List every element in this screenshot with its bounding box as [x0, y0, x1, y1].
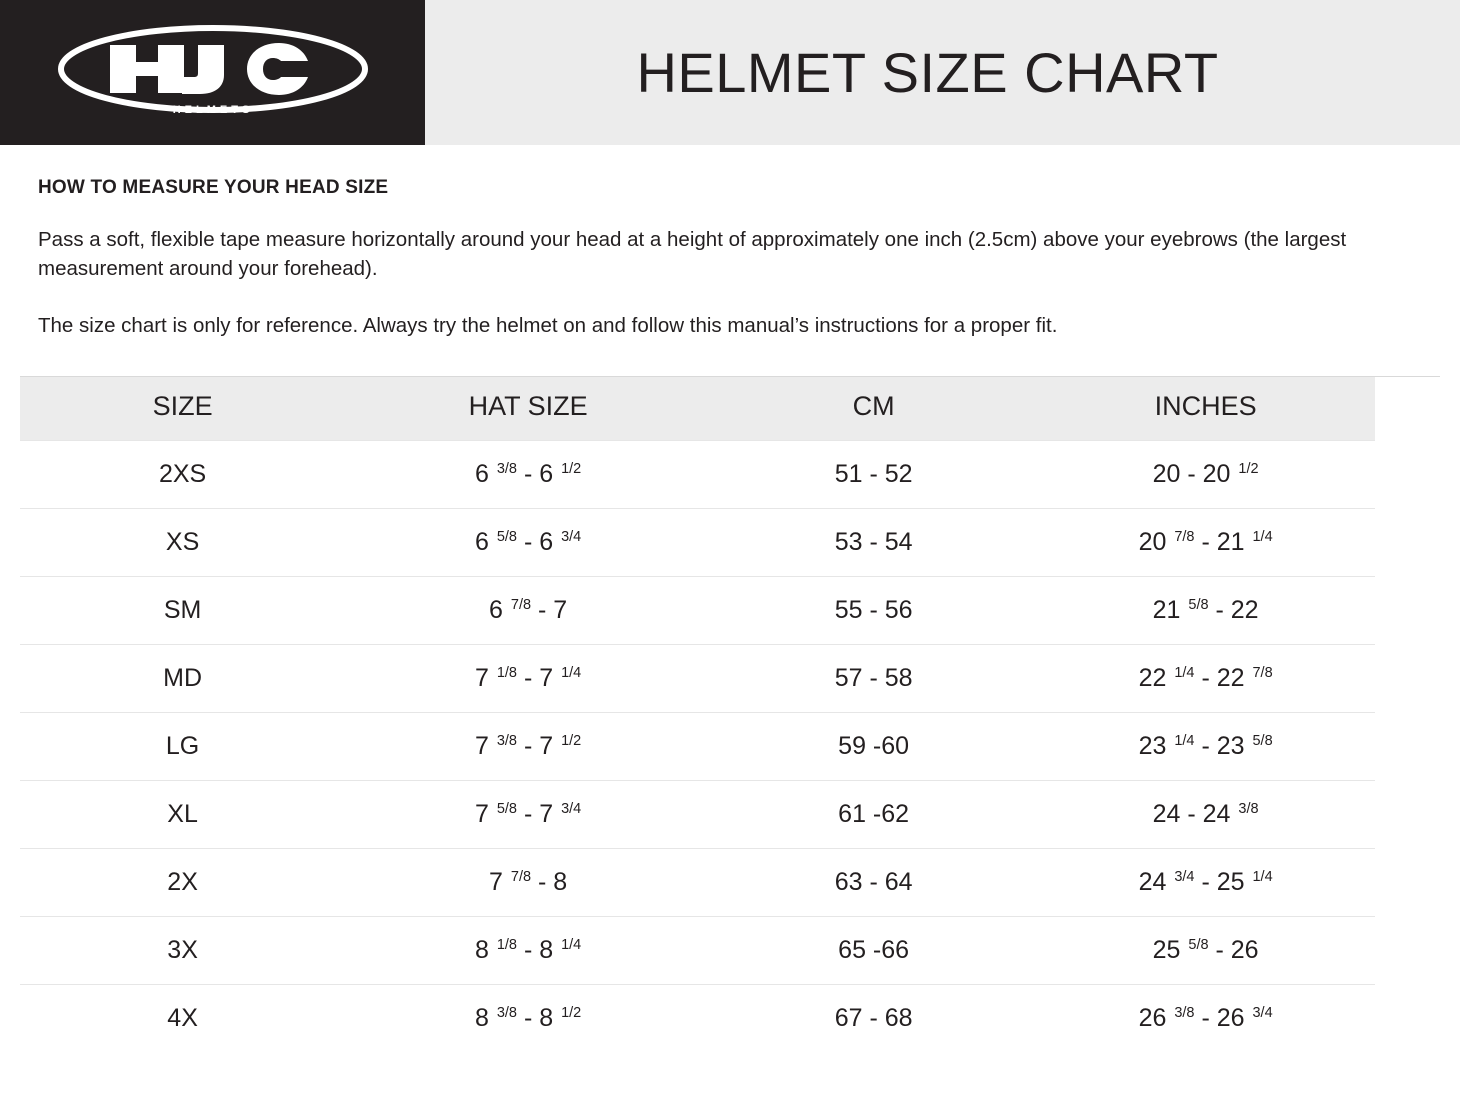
size-cell: MD [20, 645, 345, 713]
inches-cell: 25 $^{5/8}$ - 26 [1036, 917, 1375, 985]
hat-size-cell: 7 $^{5/8}$ - 7 $^{3/4}$ [345, 781, 711, 849]
inches-cell: 20 - 20 $^{1/2}$ [1036, 441, 1375, 509]
size-cell: 2X [20, 849, 345, 917]
size-cell: 4X [20, 985, 345, 1053]
cm-cell: 57 - 58 [711, 645, 1036, 713]
table-row [20, 509, 1375, 577]
content-area [0, 177, 1460, 340]
cm-cell: 65 -66 [711, 917, 1036, 985]
inches-cell: 24 - 24 $^{3/8}$ [1036, 781, 1375, 849]
table-row [20, 917, 1375, 985]
size-cell: SM [20, 577, 345, 645]
size-chart-table [20, 377, 1375, 1052]
hat-size-cell: 6 $^{3/8}$ - 6 $^{1/2}$ [345, 441, 711, 509]
hat-size-cell: 8 $^{1/8}$ - 8 $^{1/4}$ [345, 917, 711, 985]
cm-cell: 55 - 56 [711, 577, 1036, 645]
inches-cell: 23 $^{1/4}$ - 23 $^{5/8}$ [1036, 713, 1375, 781]
inches-cell: 26 $^{3/8}$ - 26 $^{3/4}$ [1036, 985, 1375, 1053]
hat-size-cell: 7 $^{7/8}$ - 8 [345, 849, 711, 917]
table-row [20, 781, 1375, 849]
table-row [20, 645, 1375, 713]
column-header-cm: CM [711, 377, 1036, 441]
cm-cell: 61 -62 [711, 781, 1036, 849]
cm-cell: 63 - 64 [711, 849, 1036, 917]
table-header-row [20, 377, 1375, 441]
instruction-paragraph-1: Pass a soft, flexible tape measure horizontally around your head at a height of approximately one inch (2.5cm) above your eyebrows (the largest measurement around your forehead). [38, 228, 1347, 281]
instruction-paragraph-2: The size chart is only for reference. Always try the helmet on and follow this manual’s instructions for a proper fit. [38, 314, 1058, 338]
inches-cell: 24 $^{3/4}$ - 25 $^{1/4}$ [1036, 849, 1375, 917]
page-header [0, 0, 1460, 145]
size-cell: XS [20, 509, 345, 577]
cm-cell: 59 -60 [711, 713, 1036, 781]
size-chart-body [20, 441, 1375, 1053]
size-cell: LG [20, 713, 345, 781]
table-row [20, 985, 1375, 1053]
how-to-heading: HOW TO MEASURE YOUR HEAD SIZE [38, 177, 389, 198]
cm-cell: 53 - 54 [711, 509, 1036, 577]
table-row [20, 577, 1375, 645]
size-cell: 2XS [20, 441, 345, 509]
hat-size-cell: 6 $^{5/8}$ - 6 $^{3/4}$ [345, 509, 711, 577]
size-cell: 3X [20, 917, 345, 985]
brand-logo-block [0, 0, 425, 145]
hjc-logo-icon [58, 25, 368, 121]
inches-cell: 20 $^{7/8}$ - 21 $^{1/4}$ [1036, 509, 1375, 577]
inches-cell: 22 $^{1/4}$ - 22 $^{7/8}$ [1036, 645, 1375, 713]
column-header-size: SIZE [20, 377, 345, 441]
hat-size-cell: 7 $^{1/8}$ - 7 $^{1/4}$ [345, 645, 711, 713]
size-chart-table-wrap [20, 376, 1440, 1052]
inches-cell: 21 $^{5/8}$ - 22 [1036, 577, 1375, 645]
hat-size-cell: 6 $^{7/8}$ - 7 [345, 577, 711, 645]
page-title: HELMET SIZE CHART [636, 41, 1219, 104]
cm-cell: 67 - 68 [711, 985, 1036, 1053]
column-header-hat-size: HAT SIZE [345, 377, 711, 441]
table-row [20, 441, 1375, 509]
svg-text:HELMETS: HELMETS [172, 103, 253, 116]
table-row [20, 713, 1375, 781]
cm-cell: 51 - 52 [711, 441, 1036, 509]
hat-size-cell: 8 $^{3/8}$ - 8 $^{1/2}$ [345, 985, 711, 1053]
size-cell: XL [20, 781, 345, 849]
table-row [20, 849, 1375, 917]
hat-size-cell: 7 $^{3/8}$ - 7 $^{1/2}$ [345, 713, 711, 781]
column-header-inches: INCHES [1036, 377, 1375, 441]
